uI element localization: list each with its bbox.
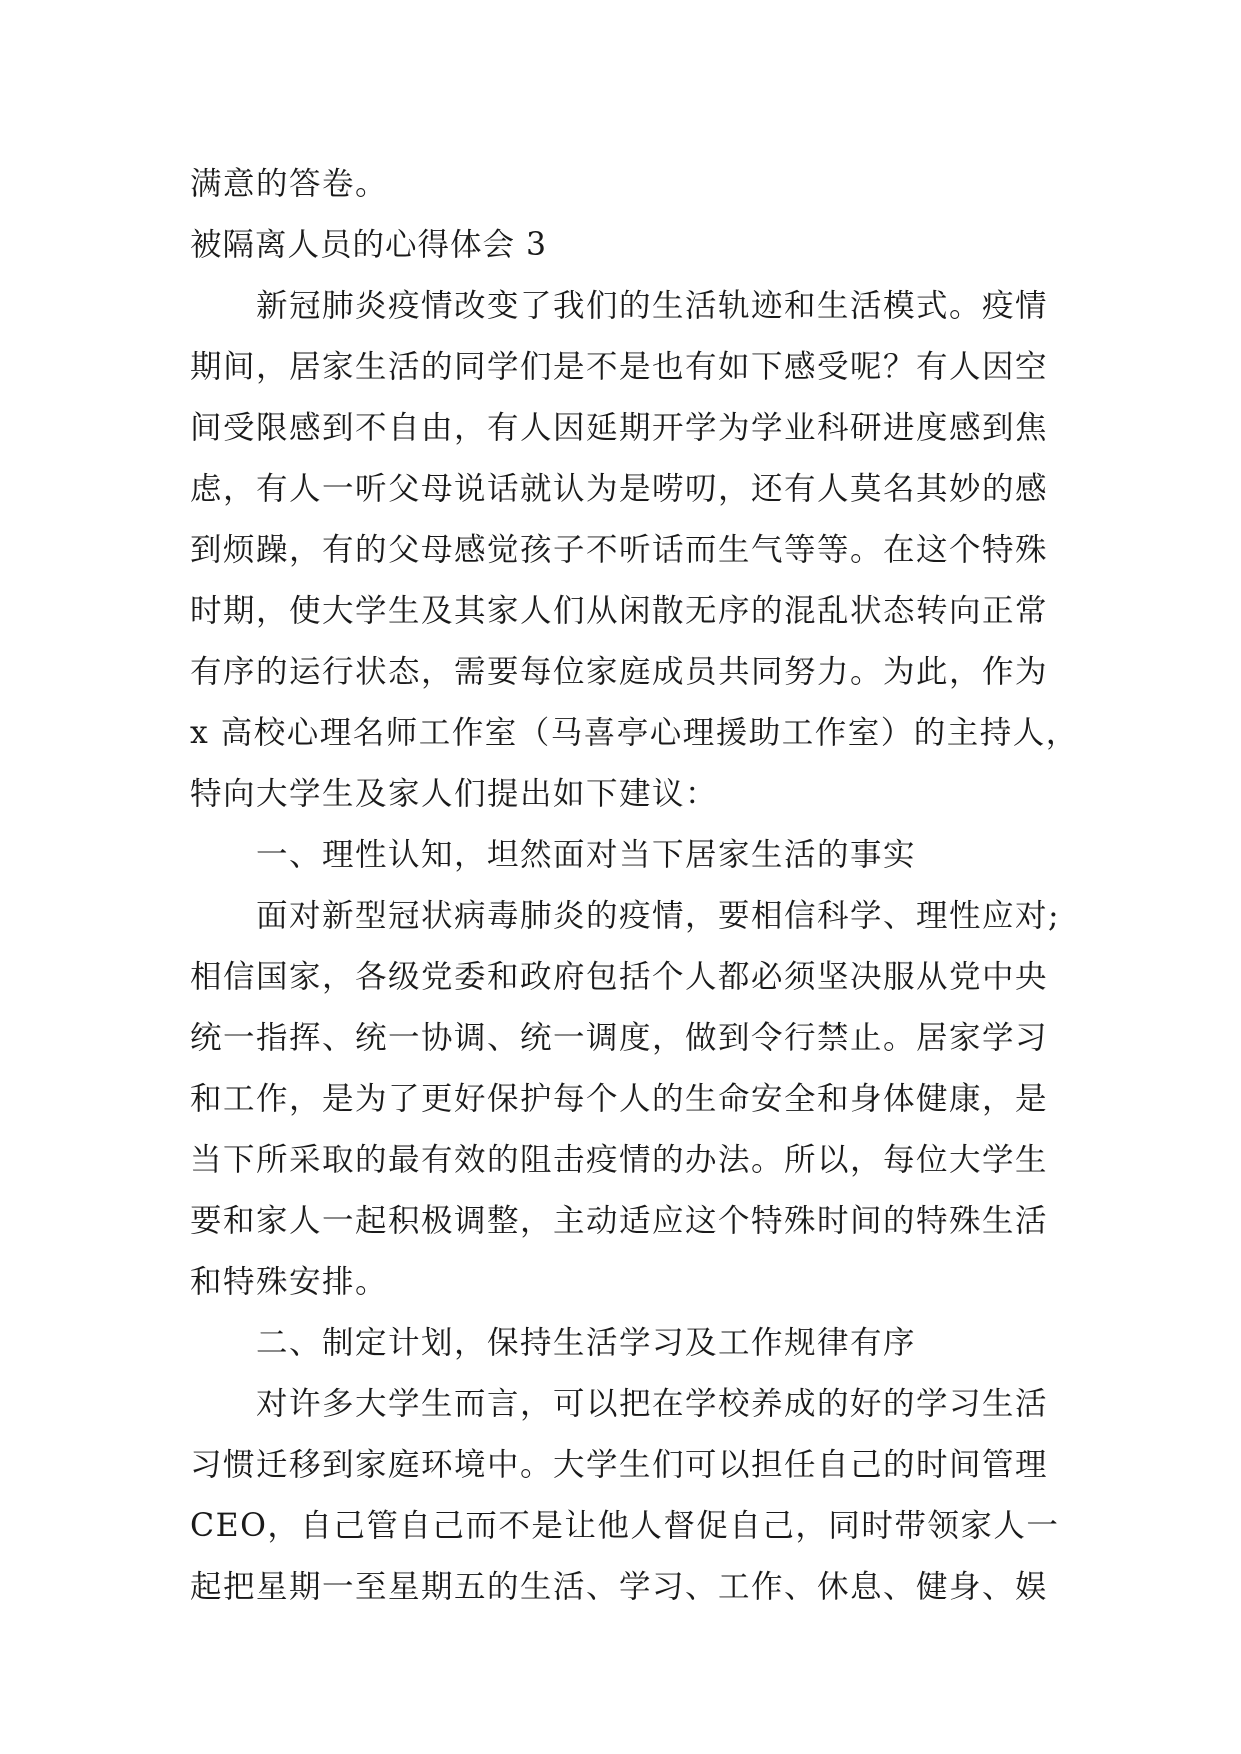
- paragraph-line: 起把星期一至星期五的生活、学习、工作、休息、健身、娱: [190, 1569, 1049, 1605]
- paragraph-line: 和特殊安排。: [190, 1264, 389, 1300]
- paragraph-line: 相信国家，各级党委和政府包括个人都必须坚决服从党中央: [190, 959, 1049, 995]
- paragraph-line: 新冠肺炎疫情改变了我们的生活轨迹和生活模式。疫情: [256, 288, 1049, 324]
- paragraph-line: 要和家人一起积极调整，主动适应这个特殊时间的特殊生活: [190, 1203, 1049, 1239]
- paragraph-line: 特向大学生及家人们提出如下建议：: [190, 776, 719, 812]
- paragraph-line: x 高校心理名师工作室（马喜亭心理援助工作室）的主持人，: [190, 715, 1079, 751]
- subheading-line: 二、制定计划，保持生活学习及工作规律有序: [256, 1325, 917, 1361]
- paragraph-line: 统一指挥、统一协调、统一调度，做到令行禁止。居家学习: [190, 1020, 1049, 1056]
- subheading-line: 一、理性认知，坦然面对当下居家生活的事实: [256, 837, 917, 873]
- paragraph-line: 有序的运行状态，需要每位家庭成员共同努力。为此，作为: [190, 654, 1049, 690]
- document-body: [190, 154, 1079, 1618]
- paragraph-line: 虑，有人一听父母说话就认为是唠叨，还有人莫名其妙的感: [190, 471, 1049, 507]
- section-title: 被隔离人员的心得体会 3: [190, 227, 548, 263]
- paragraph-line: 习惯迁移到家庭环境中。大学生们可以担任自己的时间管理: [190, 1447, 1049, 1483]
- paragraph-line: 和工作，是为了更好保护每个人的生命安全和身体健康，是: [190, 1081, 1049, 1117]
- paragraph-line: CEO，自己管自己而不是让他人督促自己，同时带领家人一: [190, 1508, 1060, 1544]
- paragraph-line: 到烦躁，有的父母感觉孩子不听话而生气等等。在这个特殊: [190, 532, 1049, 568]
- paragraph-line: 当下所采取的最有效的阻击疫情的办法。所以，每位大学生: [190, 1142, 1049, 1178]
- paragraph-line: 面对新型冠状病毒肺炎的疫情，要相信科学、理性应对;: [256, 898, 1061, 934]
- paragraph-line: 时期，使大学生及其家人们从闲散无序的混乱状态转向正常: [190, 593, 1049, 629]
- paragraph-line: 对许多大学生而言，可以把在学校养成的好的学习生活: [256, 1386, 1049, 1422]
- paragraph-line: 间受限感到不自由，有人因延期开学为学业科研进度感到焦: [190, 410, 1049, 446]
- paragraph-line: 期间，居家生活的同学们是不是也有如下感受呢？有人因空: [190, 349, 1049, 385]
- text-line: 满意的答卷。: [190, 166, 389, 202]
